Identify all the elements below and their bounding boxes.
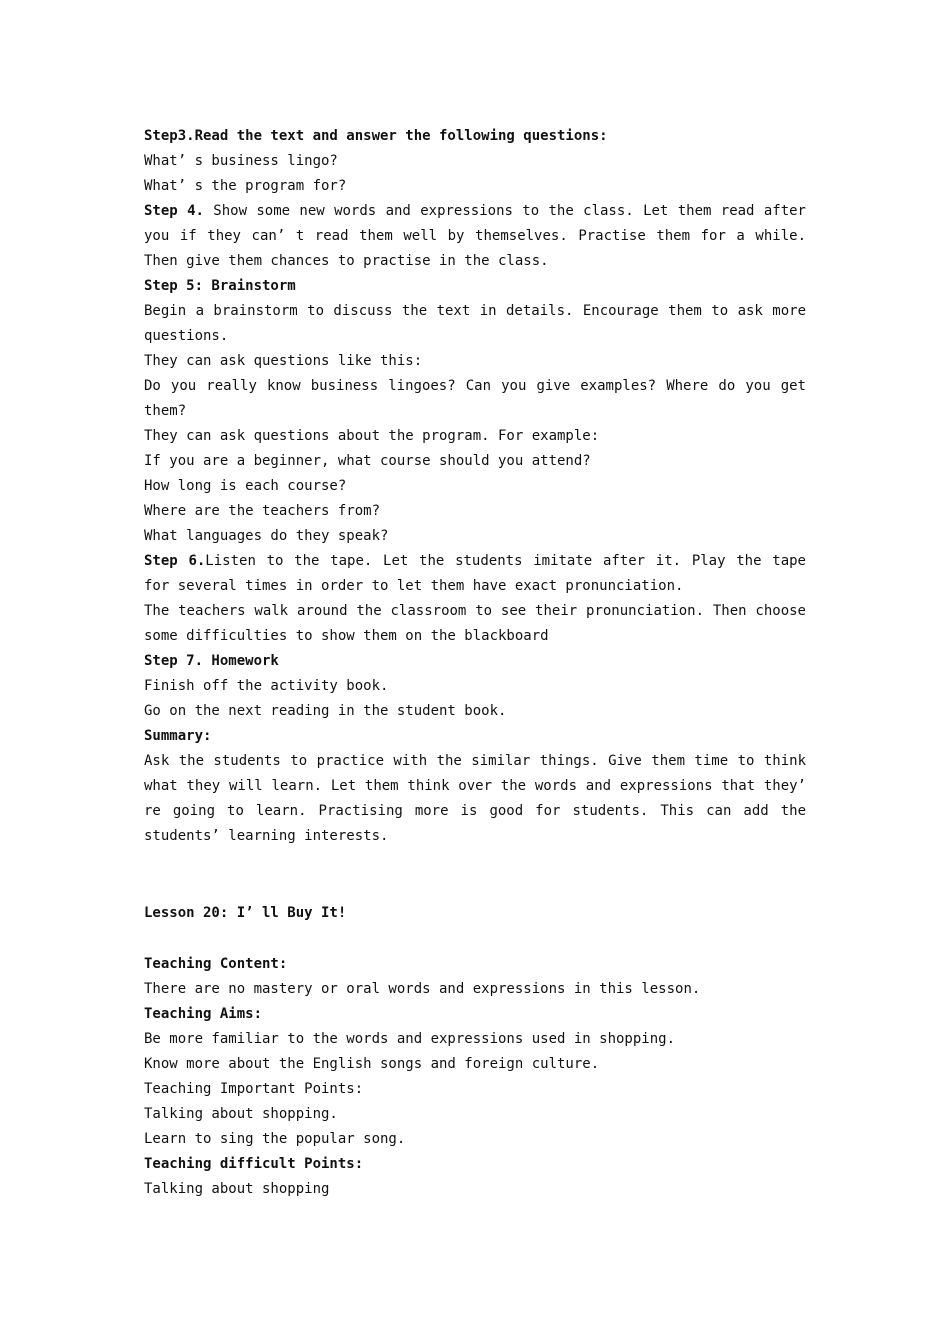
step7-paragraph-2: Go on the next reading in the student book. <box>144 703 507 719</box>
document-page <box>144 124 806 1202</box>
step5-paragraph-4: They can ask questions about the program. For example: <box>144 428 600 444</box>
step6-text: Listen to the tape. Let the students imitate after it. Play the tape for several times in order to let them have exact pronunciation. <box>144 553 806 594</box>
step4-text: Show some new words and expressions to the class. Let them read after you if they can’ t read them well by themselves. Practise them for a while. Then give them chances to practise in the class. <box>144 203 806 269</box>
step4-label: Step 4. <box>144 203 204 219</box>
lesson-title: Lesson 20: I’ ll Buy It! <box>144 905 347 921</box>
summary-heading: Summary: <box>144 728 212 744</box>
step5-heading: Step 5: Brainstorm <box>144 278 296 294</box>
step5-paragraph-3: Do you really know business lingoes? Can you give examples? Where do you get them? <box>144 378 806 419</box>
step3-question-1: What’ s business lingo? <box>144 153 338 169</box>
step5-paragraph-8: What languages do they speak? <box>144 528 389 544</box>
step3-heading: Step3.Read the text and answer the following questions: <box>144 128 608 144</box>
step6-paragraph-2: The teachers walk around the classroom to see their pronunciation. Then choose some difficulties to show them on the blackboard <box>144 603 806 644</box>
summary-paragraph: Ask the students to practice with the similar things. Give them time to think what they will learn. Let them think over the words and expressions that they’ re going to learn. Practising more is good for students. This can add the students’ learning interests. <box>144 753 806 844</box>
step7-paragraph-1: Finish off the activity book. <box>144 678 389 694</box>
teaching-content-text: There are no mastery or oral words and expressions in this lesson. <box>144 981 701 997</box>
teaching-aim-1: Be more familiar to the words and expressions used in shopping. <box>144 1031 676 1047</box>
step4-paragraph <box>144 199 806 274</box>
important-point-1: Talking about shopping. <box>144 1106 338 1122</box>
important-points-heading: Teaching Important Points: <box>144 1081 364 1097</box>
step3-question-2: What’ s the program for? <box>144 178 347 194</box>
step5-paragraph-6: How long is each course? <box>144 478 347 494</box>
difficult-point-1: Talking about shopping <box>144 1181 330 1197</box>
teaching-aims-heading: Teaching Aims: <box>144 1006 263 1022</box>
step7-heading: Step 7. Homework <box>144 653 279 669</box>
difficult-points-heading: Teaching difficult Points: <box>144 1156 364 1172</box>
step6-label: Step 6. <box>144 553 206 569</box>
teaching-aim-2: Know more about the English songs and foreign culture. <box>144 1056 600 1072</box>
section-spacer <box>144 849 806 901</box>
step5-paragraph-7: Where are the teachers from? <box>144 503 381 519</box>
step6-paragraph <box>144 549 806 599</box>
title-spacer <box>144 926 806 952</box>
important-point-2: Learn to sing the popular song. <box>144 1131 406 1147</box>
step5-paragraph-1: Begin a brainstorm to discuss the text in details. Encourage them to ask more questions. <box>144 303 806 344</box>
step5-paragraph-2: They can ask questions like this: <box>144 353 423 369</box>
step5-paragraph-5: If you are a beginner, what course should you attend? <box>144 453 591 469</box>
teaching-content-heading: Teaching Content: <box>144 956 288 972</box>
